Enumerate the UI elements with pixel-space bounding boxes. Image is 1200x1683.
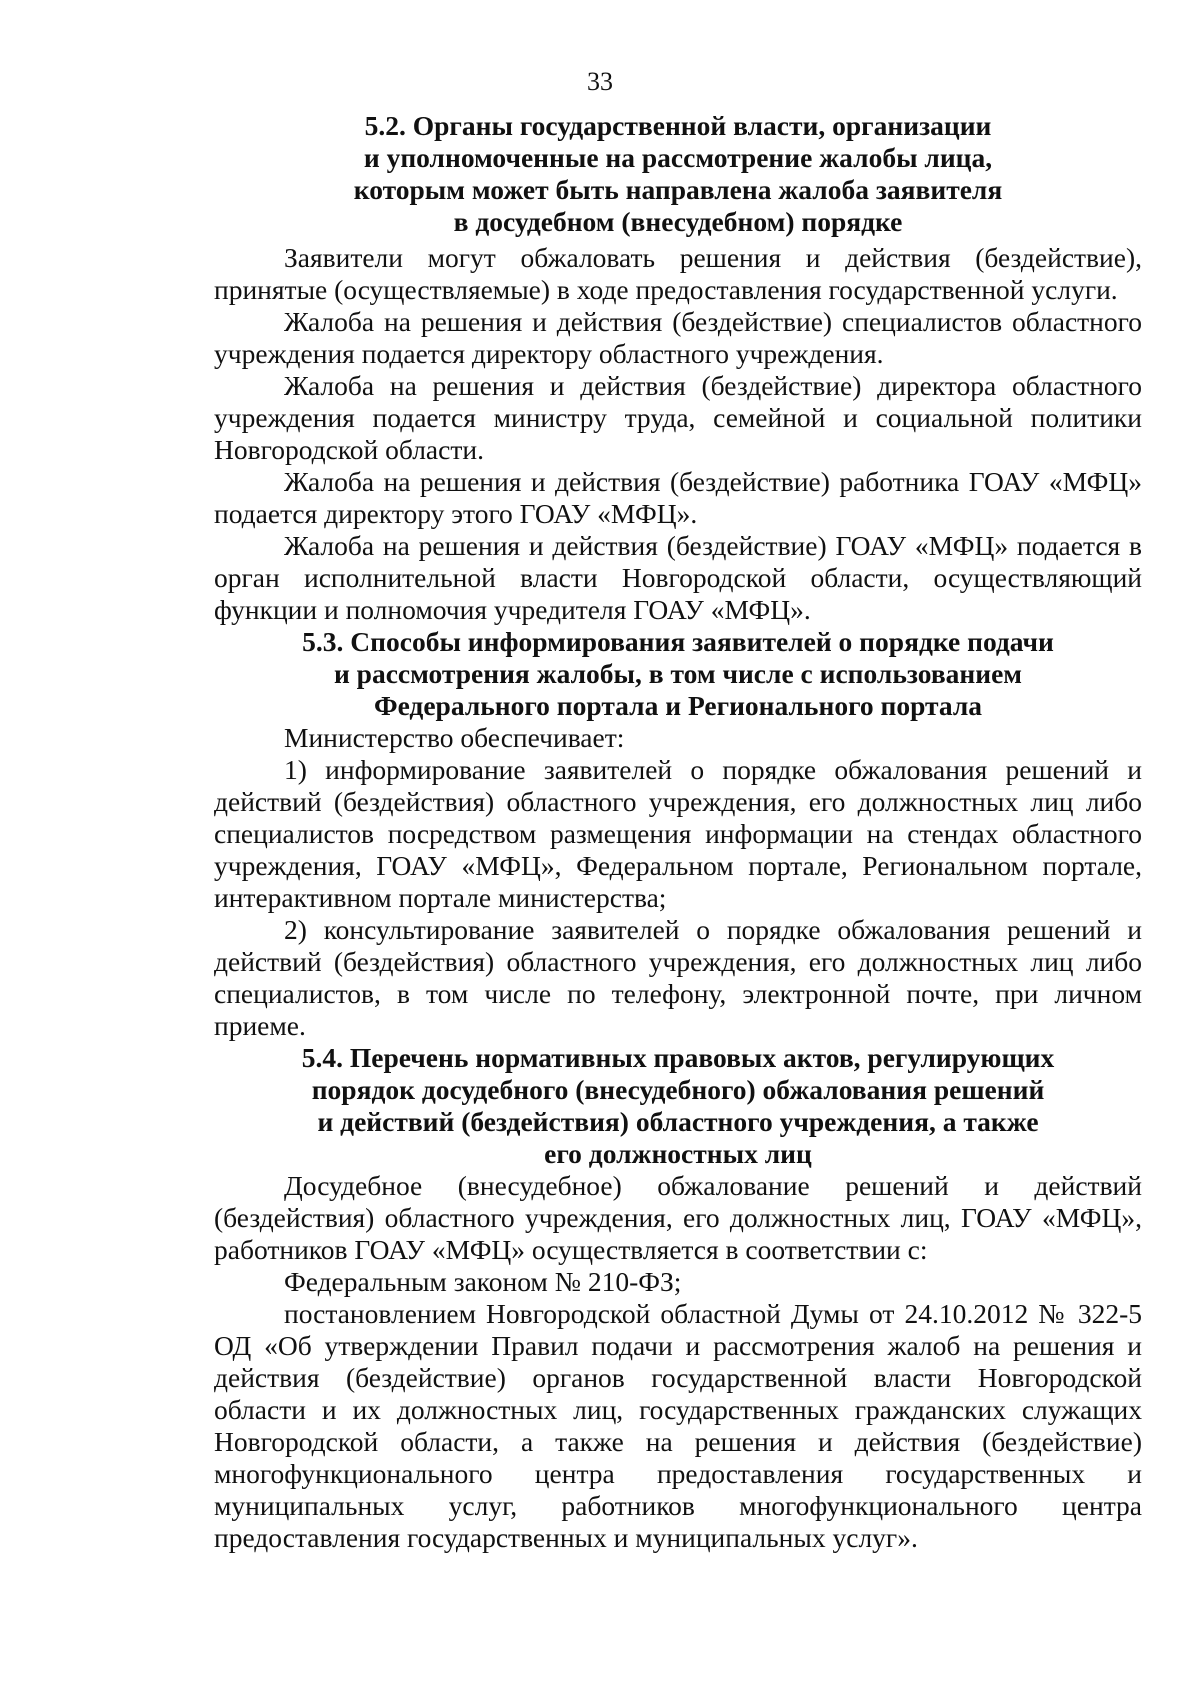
paragraph: постановлением Новгородской областной Думы от 24.10.2012 № 322-5 ОД «Об утверждении Правил подачи и рассмотрения жалоб на решения и действия (бездействие) органов государственной власти Новгородской области и их должностных лиц, государственных гражданских служащих Новгородской области, а также на решения и действия (бездействие) многофункционального центра предоставления государственных и муниципальных услуг, работников многофункционального центра предоставления государственных и муниципальных услуг». [214, 1298, 1142, 1553]
heading-line: порядок досудебного (внесудебного) обжалования решений [311, 1074, 1045, 1105]
heading-line: и действий (бездействия) областного учреждения, а также [317, 1106, 1039, 1137]
paragraph: Жалоба на решения и действия (бездействие) ГОАУ «МФЦ» подается в орган исполнительной власти Новгородской области, осуществляющий функции и полномочия учредителя ГОАУ «МФЦ». [214, 530, 1142, 625]
heading-line: и уполномоченные на рассмотрение жалобы лица, [363, 142, 993, 173]
section-5-2-heading [214, 110, 1142, 238]
heading-line: его должностных лиц [544, 1138, 812, 1169]
heading-line: 5.3. Способы информирования заявителей о порядке подачи [302, 626, 1054, 657]
paragraph: Заявители могут обжаловать решения и действия (бездействие), принятые (осуществляемые) в ходе предоставления государственной услуги. [214, 242, 1142, 305]
paragraph: 2) консультирование заявителей о порядке обжалования решений и действий (бездействия) областного учреждения, его должностных лиц либо специалистов, в том числе по телефону, электронной почте, при личном приеме. [214, 914, 1142, 1041]
paragraph: Жалоба на решения и действия (бездействие) работника ГОАУ «МФЦ» подается директору этого ГОАУ «МФЦ». [214, 466, 1142, 529]
heading-line: Федерального портала и Регионального портала [373, 690, 983, 721]
paragraph: 1) информирование заявителей о порядке обжалования решений и действий (бездействия) областного учреждения, его должностных лиц либо специалистов посредством размещения информации на стендах областного учреждения, ГОАУ «МФЦ», Федеральном портале, Региональном портале, интерактивном портале министерства; [214, 754, 1142, 913]
section-5-3-heading [214, 626, 1142, 722]
heading-line: в досудебном (внесудебном) порядке [453, 206, 903, 237]
document-body [214, 110, 1142, 1554]
section-5-4-heading [214, 1042, 1142, 1170]
heading-line: которым может быть направлена жалоба заявителя [353, 174, 1003, 205]
page-number: 33 [587, 67, 613, 96]
paragraph: Федеральным законом № 210-ФЗ; [284, 1266, 682, 1297]
paragraph: Жалоба на решения и действия (бездействие) директора областного учреждения подается министру труда, семейной и социальной политики Новгородской области. [214, 370, 1142, 465]
paragraph: Досудебное (внесудебное) обжалование решений и действий (бездействия) областного учреждения, его должностных лиц, ГОАУ «МФЦ», работников ГОАУ «МФЦ» осуществляется в соответствии с: [214, 1170, 1142, 1265]
paragraph: Жалоба на решения и действия (бездействие) специалистов областного учреждения подается директору областного учреждения. [214, 306, 1142, 369]
heading-line: 5.4. Перечень нормативных правовых актов, регулирующих [301, 1042, 1055, 1073]
heading-line: и рассмотрения жалобы, в том числе с использованием [333, 658, 1023, 689]
paragraph: Министерство обеспечивает: [284, 722, 625, 753]
heading-line: 5.2. Органы государственной власти, организации [364, 110, 992, 141]
